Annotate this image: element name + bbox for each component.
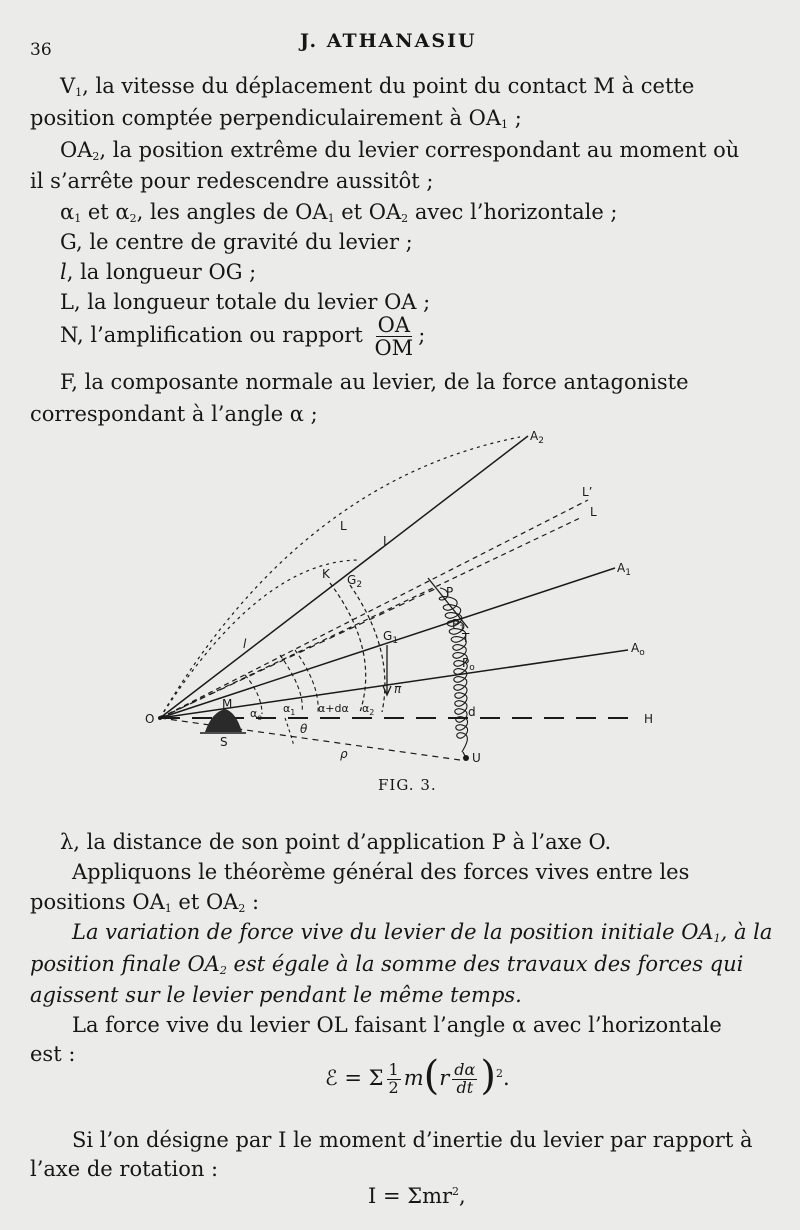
label-G1: $G_1$ — [383, 629, 399, 646]
equation-kinetic-energy: ℰ = Σ $\frac{1}{2}$ m(r $\frac{d\alpha}{dt}$ )$^2$. — [325, 1053, 510, 1099]
label-a1: $\alpha_1$ — [283, 702, 296, 717]
label-T: T — [462, 631, 470, 645]
label-G2: $G_2$ — [347, 573, 363, 590]
lambda-def: λ, la distance de son point d’application P à l’axe O. — [60, 830, 612, 854]
def-L: L, la longueur totale du levier OA ; — [60, 290, 431, 314]
label-I: I — [383, 534, 387, 548]
label-S: S — [220, 735, 228, 749]
label-Lp: L’ — [582, 485, 593, 499]
equation-inertia: I = Σmr$^2$, — [368, 1184, 466, 1208]
label-U: U — [472, 751, 481, 765]
label-L-arc: L — [340, 519, 347, 533]
label-P1: $P_1$ — [452, 617, 465, 634]
label-K: K — [322, 567, 330, 581]
label-a-da: α+dα — [318, 702, 349, 715]
line-OA2 — [160, 436, 528, 718]
def-oa2: $OA_2$, la position extrême du levier correspondant au moment où — [60, 138, 740, 163]
theorem-line-3: agissent sur le levier pendant le même temps. — [30, 983, 522, 1007]
def-N: N, l’amplification ou rapport $\frac{OA}{OM}$ ; — [60, 313, 426, 361]
label-theta: θ — [300, 722, 308, 736]
line-OA1 — [160, 568, 615, 718]
def-angles: $\alpha_1$ et $\alpha_2$, les angles de $OA_1$ et $OA_2$ avec l’horizontale ; — [60, 200, 618, 225]
ratio-fraction: $\frac{OA}{OM}$ — [374, 313, 414, 361]
label-P0: $P_o$ — [462, 656, 475, 673]
para-3: Si l’on désigne par I le moment d’inertie du levier par rapport à — [72, 1128, 753, 1152]
label-d: d — [468, 705, 476, 719]
running-head: J. ATHANASIU — [300, 30, 477, 52]
def-v1-cont: position comptée perpendiculairement à $OA_1$ ; — [30, 106, 522, 131]
label-l: l — [243, 637, 247, 651]
label-L-small: L — [590, 505, 597, 519]
label-a2: $\alpha_2$ — [362, 702, 375, 717]
figure-caption: FIG. 3. — [378, 776, 437, 794]
def-l: l, la longueur OG ; — [60, 260, 257, 284]
label-H: H — [644, 712, 654, 726]
label-A1: $A_1$ — [617, 561, 631, 578]
def-oa2-cont: il s’arrête pour redescendre aussitôt ; — [30, 169, 434, 193]
label-pi: π — [394, 682, 402, 696]
support-s — [205, 709, 242, 732]
para-2-cont: est : — [30, 1042, 76, 1066]
para-1-cont: positions $OA_1$ et $OA_2$ : — [30, 890, 260, 915]
def-g: G, le centre de gravité du levier ; — [60, 230, 413, 254]
page-number: 36 — [30, 40, 52, 60]
theorem-line-1: La variation de force vive du levier de la position initiale $OA_1$, à la — [72, 920, 773, 945]
label-O: O — [145, 712, 155, 726]
para-3-cont: l’axe de rotation : — [30, 1157, 219, 1181]
label-P: P — [446, 585, 454, 599]
label-a0: $\alpha_o$ — [250, 707, 263, 722]
label-rho: ρ — [340, 747, 348, 761]
def-F: F, la composante normale au levier, de la force antagoniste — [60, 370, 689, 394]
para-2: La force vive du levier OL faisant l’angle α avec l’horizontale — [72, 1013, 722, 1037]
def-F-cont: correspondant à l’angle α ; — [30, 402, 318, 426]
label-A2: $A_2$ — [530, 429, 544, 446]
para-1: Appliquons le théorème général des forces vives entre les — [72, 860, 690, 884]
label-M: M — [222, 697, 233, 711]
def-v1: $V_1$, la vitesse du déplacement du point du contact M à cette — [60, 74, 695, 99]
label-A0: $A_o$ — [631, 641, 645, 658]
figure-3-diagram — [140, 425, 680, 770]
theorem-line-2: position finale $OA_2$ est égale à la somme des travaux des forces qui — [30, 952, 744, 977]
